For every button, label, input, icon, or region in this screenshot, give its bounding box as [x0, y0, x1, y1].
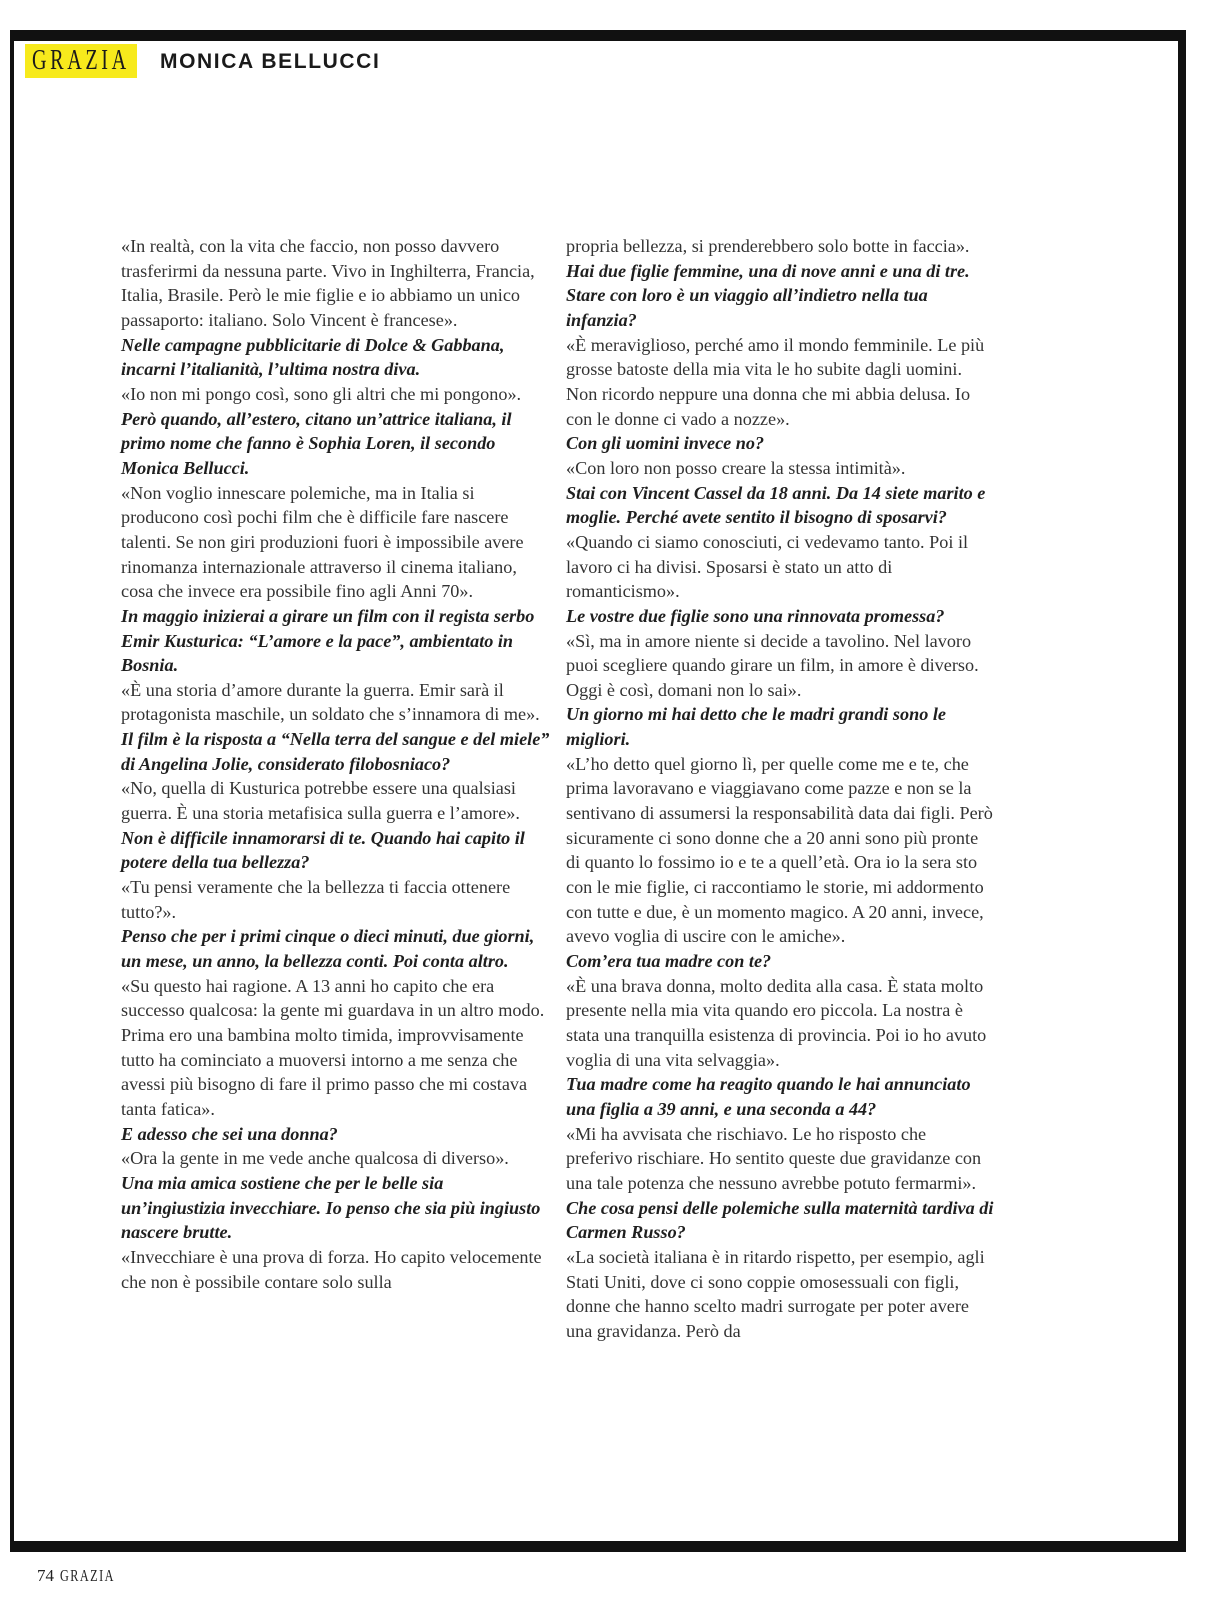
- magazine-logo: [25, 44, 137, 78]
- interview-question: Un giorno mi hai detto che le madri grandi sono le migliori.: [566, 704, 946, 750]
- page-frame-bottom: [10, 1541, 1186, 1552]
- interview-answer: «Tu pensi veramente che la bellezza ti faccia ottenere tutto?».: [121, 877, 511, 922]
- interview-question: Che cosa pensi delle polemiche sulla maternità tardiva di Carmen Russo?: [566, 1197, 994, 1243]
- interview-answer: «Ora la gente in me vede anche qualcosa di diverso».: [121, 1148, 509, 1169]
- interview-question: Con gli uomini invece no?: [566, 433, 765, 454]
- interview-answer: «È una storia d’amore durante la guerra. Emir sarà il protagonista maschile, un soldato che s’innamora di me».: [121, 679, 540, 725]
- interview-answer: «È una brava donna, molto dedita alla casa. È stata molto presente nella mia vita quando ero piccola. La nostra è stata una tranquilla esistenza di provincia. Poi io ho avuto voglia di una vita selvaggia».: [566, 975, 987, 1070]
- interview-answer: «In realtà, con la vita che faccio, non posso davvero trasferirmi da nessuna parte. Vivo in Inghilterra, Francia, Italia, Brasile. Però le mie figlie e io abbiamo un unico passaporto: italiano. Solo Vincent è francese».: [121, 236, 535, 330]
- footer-logo: GRAZIA: [60, 1566, 115, 1585]
- interview-answer: «Quando ci siamo conosciuti, ci vedevamo tanto. Poi il lavoro ci ha divisi. Sposarsi è stato un atto di romanticismo».: [566, 531, 969, 602]
- interview-answer: «Invecchiare è una prova di forza. Ho capito velocemente che non è possibile contare solo sulla: [121, 1246, 542, 1292]
- interview-question: Tua madre come ha reagito quando le hai annunciato una figlia a 39 anni, e una seconda a 44?: [566, 1074, 971, 1119]
- page-footer: [37, 1566, 136, 1586]
- interview-answer: «Non voglio innescare polemiche, ma in Italia si producono così pochi film che è difficile fare nascere talenti. Se non giri produzioni fuori è impossibile avere rinomanza internazionale attraverso il cinema italiano, cosa che invece era possibile fino agli Anni 70».: [121, 482, 524, 602]
- interview-answer: propria bellezza, si prenderebbero solo botte in faccia».: [566, 236, 970, 256]
- interview-answer: «Mi ha avvisata che rischiavo. Le ho risposto che preferivo rischiare. Ho sentito queste due gravidanze con una tale potenza che nessuno avrebbe potuto fermarmi».: [566, 1123, 982, 1193]
- interview-question: Le vostre due figlie sono una rinnovata promessa?: [566, 605, 945, 626]
- interview-answer: «No, quella di Kusturica potrebbe essere una qualsiasi guerra. È una storia metafisica sulla guerra e l’amore».: [121, 778, 520, 824]
- interview-question: E adesso che sei una donna?: [121, 1123, 338, 1144]
- interview-question: Hai due figlie femmine, una di nove anni e una di tre. Stare con loro è un viaggio all’indietro nella tua infanzia?: [566, 260, 970, 330]
- page-frame-left: [10, 30, 14, 1552]
- interview-question: Penso che per i primi cinque o dieci minuti, due giorni, un mese, un anno, la bellezza conti. Poi conta altro.: [121, 926, 535, 972]
- interview-answer: «La società italiana è in ritardo rispetto, per esempio, agli Stati Uniti, dove ci sono coppie omosessuali con figli, donne che hanno scelto madri surrogate per poter avere una gravidanza. Però da: [566, 1246, 985, 1341]
- interview-answer: «Io non mi pongo così, sono gli altri che mi pongono».: [121, 383, 522, 404]
- magazine-logo-text: GRAZIA: [32, 45, 130, 76]
- interview-answer: «Su questo hai ragione. A 13 anni ho capito che era successo qualcosa: la gente mi guardava in un altro modo. Prima ero una bambina molto timida, improvvisamente tutto ha cominciato a muoversi intorno a me senza che avessi più bisogno di fare il primo passo che mi costava tanta fatica».: [121, 975, 545, 1119]
- interview-question: Nelle campagne pubblicitarie di Dolce & Gabbana, incarni l’italianità, l’ultima nostra diva.: [121, 334, 505, 380]
- interview-answer: «Con loro non posso creare la stessa intimità».: [566, 457, 906, 478]
- interview-question: In maggio inizierai a girare un film con il regista serbo Emir Kusturica: “L’amore e la pace”, ambientato in Bosnia.: [121, 605, 535, 676]
- interview-question: Com’era tua madre con te?: [566, 951, 772, 972]
- interview-question: Però quando, all’estero, citano un’attrice italiana, il primo nome che fanno è Sophia Loren, il secondo Monica Bellucci.: [121, 408, 512, 478]
- interview-answer: «Sì, ma in amore niente si decide a tavolino. Nel lavoro puoi scegliere quando girare un film, in amore è diverso. Oggi è così, domani non lo sai».: [566, 630, 979, 700]
- page-frame-right: [1178, 30, 1186, 1552]
- interview-question: Stai con Vincent Cassel da 18 anni. Da 14 siete marito e moglie. Perché avete sentito il bisogno di sposarvi?: [566, 482, 986, 528]
- interview-answer: «È meraviglioso, perché amo il mondo femminile. Le più grosse batoste della mia vita le ho subite dagli uomini. Non ricordo neppure una donna che mi abbia delusa. Io con le donne ci vado a nozze».: [566, 334, 985, 429]
- interview-answer: «L’ho detto quel giorno lì, per quelle come me e te, che prima lavoravano e viaggiavano come pazze e non se la sentivano di assumersi la responsabilità data dai figli. Però sicuramente ci sono donne che a 20 anni sono più pronte di quanto lo fossimo io e te a quell’età. Ora io la sera sto con le mie figlie, ci raccontiamo le storie, mi addormento con tutte e due, è un momento magico. A 20 anni, invece, avevo voglia di uscire con le amiche».: [566, 753, 993, 947]
- interview-question: Una mia amica sostiene che per le belle sia un’ingiustizia invecchiare. Io penso che sia più ingiusto nascere brutte.: [121, 1172, 541, 1243]
- page-frame-top: [10, 30, 1186, 41]
- article-column-right: [566, 234, 996, 1344]
- section-title: MONICA BELLUCCI: [160, 50, 381, 73]
- interview-question: Non è difficile innamorarsi di te. Quando hai capito il potere della tua bellezza?: [121, 827, 525, 873]
- interview-question: Il film è la risposta a “Nella terra del sangue e del miele” di Angelina Jolie, considerato filobosniaco?: [121, 729, 550, 774]
- article-column-left: [121, 234, 551, 1294]
- page-number: 74: [37, 1566, 54, 1585]
